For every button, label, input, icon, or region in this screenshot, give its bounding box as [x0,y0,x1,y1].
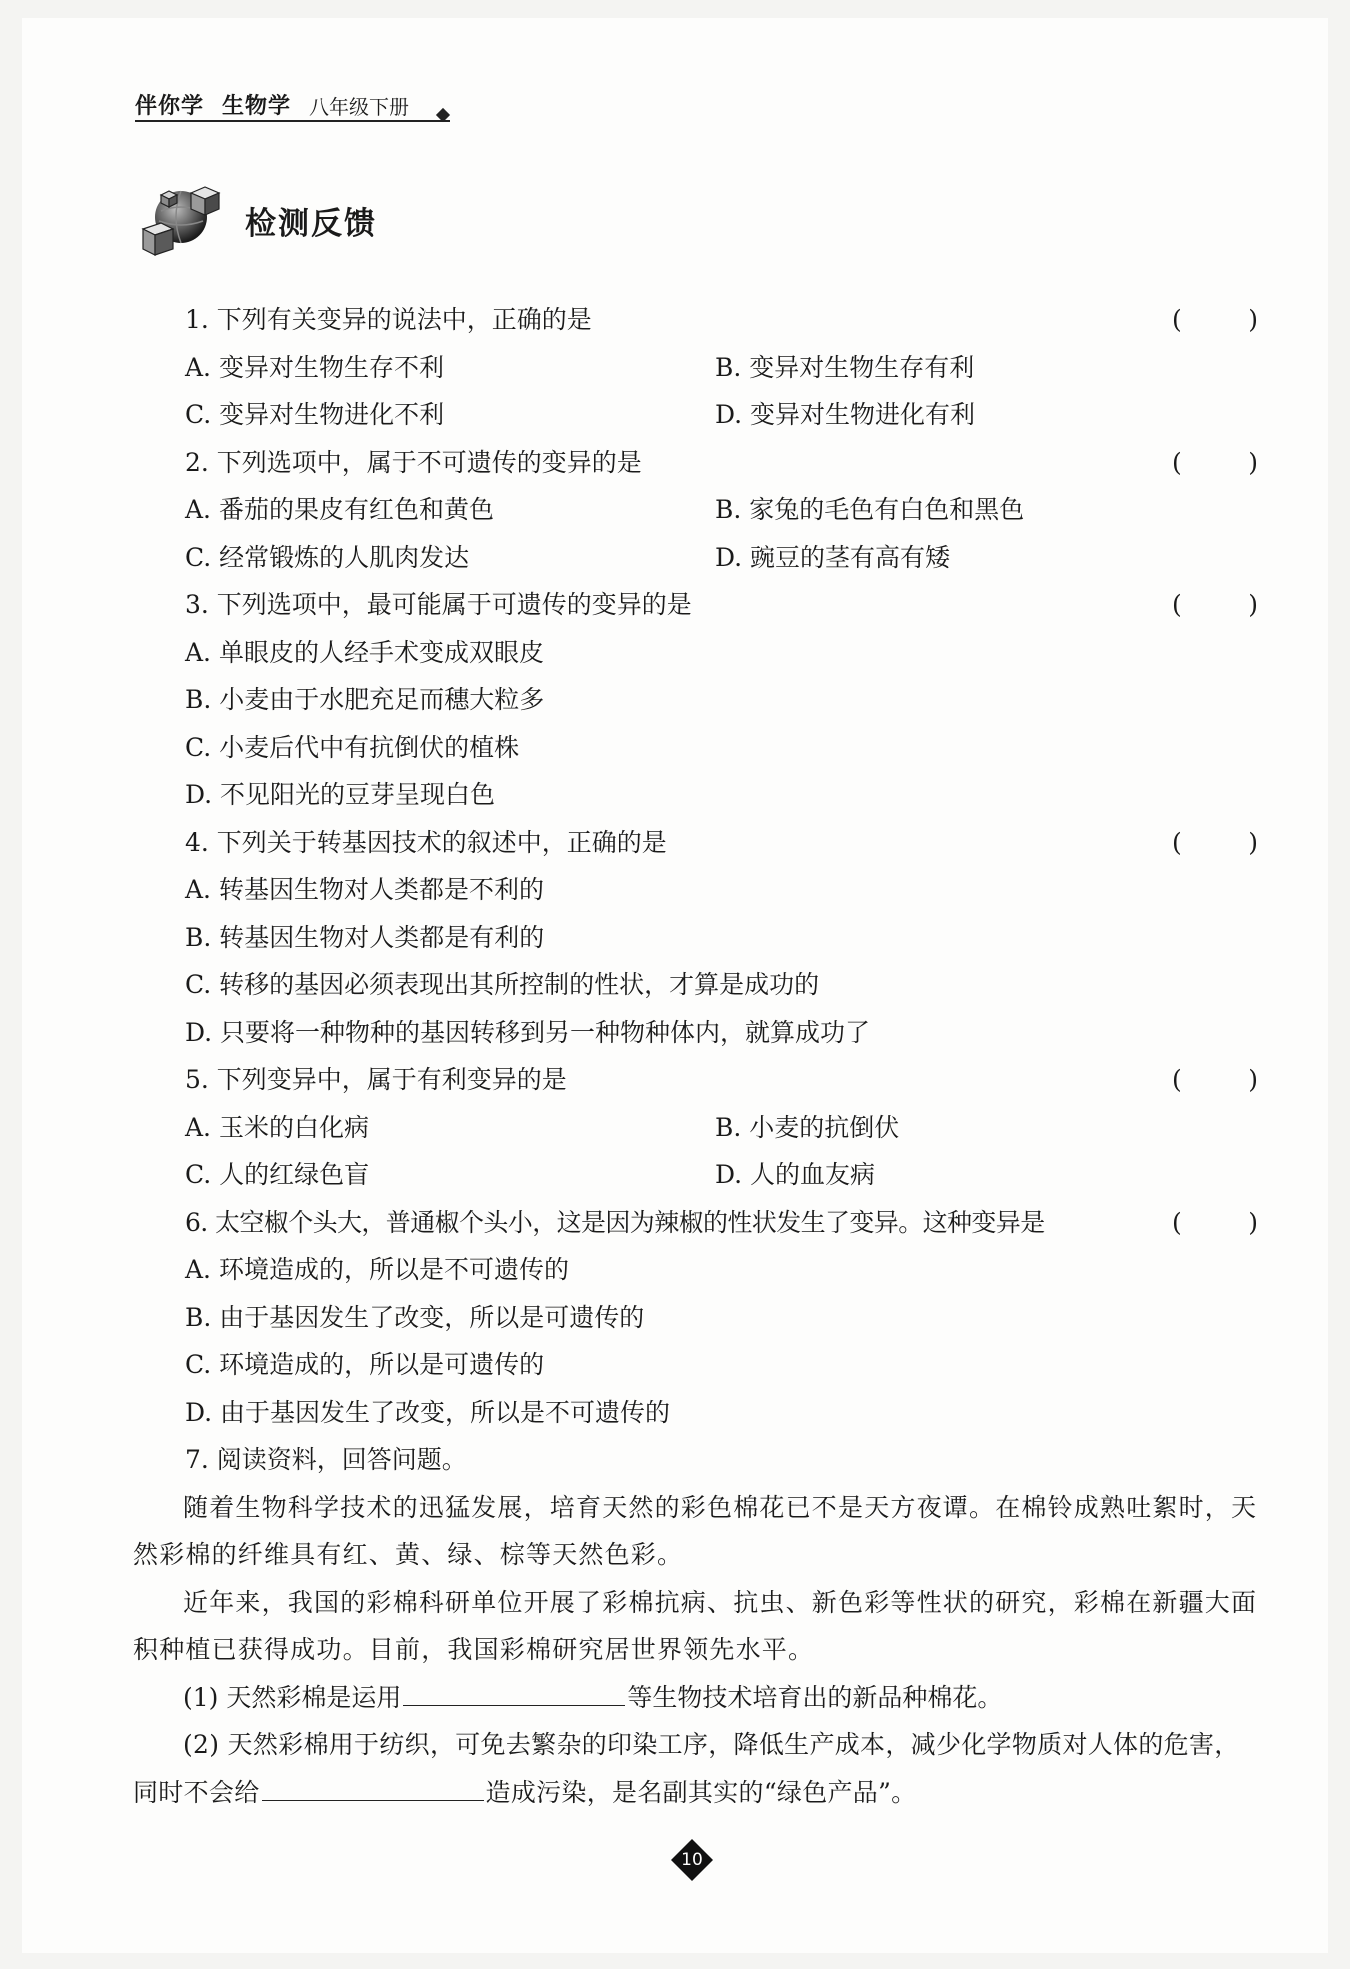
section-title: 检测反馈 [245,205,377,242]
option[interactable]: C. 环境造成的，所以是可遗传的 [185,1350,545,1379]
sub-question: (1) 天然彩棉是运用 等生物技术培育出的新品种棉花。 [133,1674,1258,1722]
option[interactable]: A. 单眼皮的人经手术变成双眼皮 [185,637,544,667]
grade-label: 八年级下册 [309,95,410,119]
cube-globe-icon [135,181,225,259]
option[interactable]: D. 由于基因发生了改变，所以是不可遗传的 [185,1397,671,1427]
option[interactable]: B. 转基因生物对人类都是有利的 [185,922,545,952]
subject-title: 生物学 [222,94,292,119]
option[interactable]: D. 只要将一种物种的基因转移到另一种物种体内，就算成功了 [185,1017,871,1047]
answer-bracket[interactable]: ( ) [1172,1065,1258,1094]
question-stem: 4. 下列关于转基因技术的叙述中，正确的是 ( ) [133,819,1258,867]
option[interactable]: B. 由于基因发生了改变，所以是可遗传的 [185,1302,645,1332]
page-number-badge [670,1838,714,1882]
running-header [135,86,450,122]
section-heading [135,180,377,260]
answer-bracket[interactable]: ( ) [1172,827,1258,857]
question-list [133,296,1258,1816]
question-stem: 3. 下列选项中，最可能属于可遗传的变异的是 ( ) [133,581,1258,629]
answer-bracket[interactable]: ( ) [1172,305,1258,334]
answer-blank[interactable] [403,1675,625,1706]
option[interactable]: D. 人的血友病 [715,1160,876,1189]
book-title: 伴你学 [135,94,205,119]
option[interactable]: B. 小麦由于水肥充足而穗大粒多 [185,685,545,714]
reading-paragraph: 随着生物科学技术的迅猛发展，培育天然的彩色棉花已不是天方夜谭。在棉铃成熟吐絮时，天然彩棉的纤维具有红、黄、绿、棕等天然色彩。 [133,1492,1258,1569]
option[interactable]: C. 变异对生物进化不利 [185,400,445,429]
option[interactable]: D. 不见阳光的豆芽呈现白色 [185,780,496,809]
option[interactable]: A. 玉米的白化病 [185,1112,369,1142]
option[interactable]: D. 豌豆的茎有高有矮 [715,542,951,572]
option-row [133,486,1258,534]
question-stem: 5. 下列变异中，属于有利变异的是 ( ) [133,1056,1258,1104]
sub-question: (2) 天然彩棉用于纺织，可免去繁杂的印染工序，降低生产成本，减少化学物质对人体的危害，同时不会给 造成污染，是名副其实的“绿色产品”。 [133,1730,1240,1807]
answer-bracket[interactable]: ( ) [1172,590,1258,619]
option[interactable]: C. 转移的基因必须表现出其所控制的性状，才算是成功的 [185,970,820,999]
question-stem: 1. 下列有关变异的说法中，正确的是 ( ) [133,296,1258,344]
option[interactable]: C. 人的红绿色盲 [185,1160,370,1189]
page-number: 10 [681,1850,703,1870]
answer-bracket[interactable]: ( ) [1172,1207,1258,1237]
option[interactable]: A. 番茄的果皮有红色和黄色 [185,495,494,524]
question-stem: 6. 太空椒个头大，普通椒个头小，这是因为辣椒的性状发生了变异。这种变异是 ( ) [133,1199,1258,1247]
option[interactable]: B. 小麦的抗倒伏 [715,1112,900,1142]
option[interactable]: A. 变异对生物生存不利 [185,352,444,382]
option[interactable]: C. 经常锻炼的人肌肉发达 [185,542,470,572]
option-row [133,1104,1258,1152]
answer-blank[interactable] [262,1770,484,1801]
option-row [133,344,1258,392]
option[interactable]: B. 家兔的毛色有白色和黑色 [715,495,1025,524]
option[interactable]: C. 小麦后代中有抗倒伏的植株 [185,732,520,762]
option[interactable]: A. 转基因生物对人类都是不利的 [185,875,544,904]
option[interactable]: B. 变异对生物生存有利 [715,352,975,382]
option[interactable]: A. 环境造成的，所以是不可遗传的 [185,1255,569,1284]
option-row [133,534,1258,582]
answer-bracket[interactable]: ( ) [1172,447,1258,477]
question-stem: 7. 阅读资料，回答问题。 [185,1445,467,1474]
option[interactable]: D. 变异对生物进化有利 [715,400,976,429]
option-row [133,391,1258,439]
question-stem: 2. 下列选项中，属于不可遗传的变异的是 ( ) [133,439,1258,487]
option-row [133,1151,1258,1199]
reading-paragraph: 近年来，我国的彩棉科研单位开展了彩棉抗病、抗虫、新色彩等性状的研究，彩棉在新疆大面积种植已获得成功。目前，我国彩棉研究居世界领先水平。 [133,1587,1258,1664]
